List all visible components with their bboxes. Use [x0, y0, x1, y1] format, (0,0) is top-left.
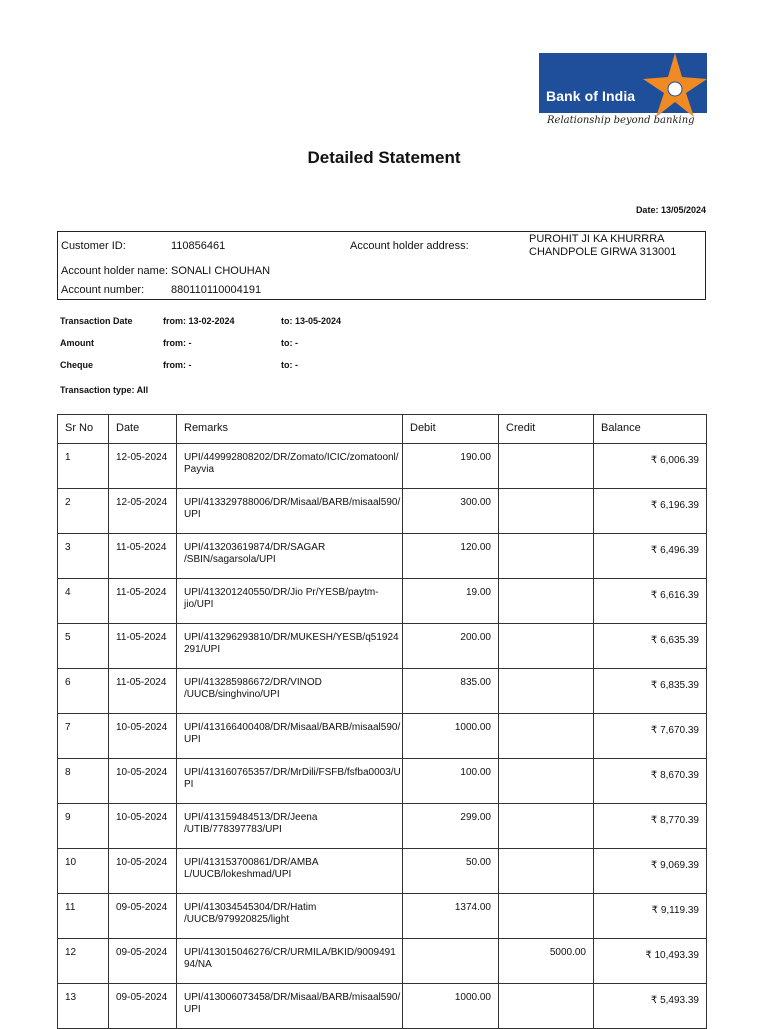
holder-name-value: SONALI CHOUHAN — [171, 265, 271, 277]
cell-sr-no: 7 — [58, 714, 109, 759]
cell-debit: 1000.00 — [403, 714, 499, 759]
cell-balance: ₹ 8,670.39 — [594, 759, 707, 804]
cell-sr-no: 4 — [58, 579, 109, 624]
remarks-line2: jio/UPI — [184, 599, 214, 610]
cell-date: 09-05-2024 — [109, 939, 177, 984]
remarks-line2: UPI — [184, 1004, 201, 1015]
remarks-line1: UPI/413160765357/DR/MrDili/FSFB/fsfba0003/U — [184, 767, 401, 778]
cell-debit: 190.00 — [403, 444, 499, 489]
cell-sr-no: 3 — [58, 534, 109, 579]
cell-date: 11-05-2024 — [109, 624, 177, 669]
remarks-line2: 291/UPI — [184, 644, 221, 655]
remarks-line1: UPI/413203619874/DR/SAGAR — [184, 542, 326, 553]
account-number-label: Account number: — [61, 284, 145, 296]
cell-debit: 100.00 — [403, 759, 499, 804]
cell-balance: ₹ 5,493.39 — [594, 984, 707, 1029]
cell-date: 11-05-2024 — [109, 669, 177, 714]
remarks-line1: UPI/413015046276/CR/URMILA/BKID/9009491 — [184, 947, 396, 958]
cell-date: 12-05-2024 — [109, 489, 177, 534]
remarks-line2: /UUCB/singhvino/UPI — [184, 689, 280, 700]
cell-credit — [499, 669, 594, 714]
cell-debit: 1374.00 — [403, 894, 499, 939]
remarks-line1: UPI/413006073458/DR/Misaal/BARB/misaal590/ — [184, 992, 401, 1003]
cell-date: 09-05-2024 — [109, 984, 177, 1029]
table-header-row — [58, 415, 707, 444]
cell-remarks — [177, 804, 403, 849]
remarks-line1: UPI/413153700861/DR/AMBA — [184, 857, 319, 868]
remarks-line2: /SBIN/sagarsola/UPI — [184, 554, 276, 565]
remarks-line1: UPI/413296293810/DR/MUKESH/YESB/q51924 — [184, 632, 399, 643]
table-row — [58, 624, 707, 669]
transactions-table — [57, 414, 707, 1029]
cell-remarks — [177, 759, 403, 804]
cell-debit: 300.00 — [403, 489, 499, 534]
cell-balance: ₹ 8,770.39 — [594, 804, 707, 849]
cell-sr-no: 11 — [58, 894, 109, 939]
holder-name-label: Account holder name: — [61, 265, 169, 277]
remarks-line1: UPI/413201240550/DR/Jio Pr/YESB/paytm- — [184, 587, 379, 598]
cell-credit — [499, 579, 594, 624]
cell-credit — [499, 804, 594, 849]
table-row — [58, 849, 707, 894]
cell-remarks — [177, 624, 403, 669]
cell-debit: 1000.00 — [403, 984, 499, 1029]
cell-credit — [499, 534, 594, 579]
cell-balance: ₹ 10,493.39 — [594, 939, 707, 984]
table-row — [58, 714, 707, 759]
statement-date: Date: 13/05/2024 — [635, 205, 706, 215]
cell-credit — [499, 444, 594, 489]
cheque-from: from: - — [163, 360, 192, 370]
remarks-line2: L/UUCB/lokeshmad/UPI — [184, 869, 292, 880]
cell-remarks — [177, 534, 403, 579]
table-row — [58, 894, 707, 939]
cell-remarks — [177, 939, 403, 984]
cell-credit — [499, 759, 594, 804]
cell-sr-no: 13 — [58, 984, 109, 1029]
table-row — [58, 534, 707, 579]
cell-credit — [499, 714, 594, 759]
remarks-line1: UPI/413034545304/DR/Hatim — [184, 902, 317, 913]
cell-remarks — [177, 489, 403, 534]
cell-sr-no: 6 — [58, 669, 109, 714]
cell-balance: ₹ 6,835.39 — [594, 669, 707, 714]
remarks-line1: UPI/413285986672/DR/VINOD — [184, 677, 322, 688]
remarks-line2: 94/NA — [184, 959, 212, 970]
cell-sr-no: 8 — [58, 759, 109, 804]
cheque-label: Cheque — [60, 360, 94, 370]
amount-to: to: - — [281, 338, 298, 348]
account-info-box — [57, 231, 706, 300]
bank-tagline: Relationship beyond banking — [547, 115, 695, 126]
cell-remarks — [177, 714, 403, 759]
cell-date: 10-05-2024 — [109, 849, 177, 894]
table-row — [58, 984, 707, 1029]
cell-date: 10-05-2024 — [109, 759, 177, 804]
table-row — [58, 579, 707, 624]
header-debit: Debit — [403, 415, 499, 444]
amount-from: from: - — [163, 338, 192, 348]
cell-sr-no: 1 — [58, 444, 109, 489]
cell-debit: 19.00 — [403, 579, 499, 624]
cell-debit: 200.00 — [403, 624, 499, 669]
cell-sr-no: 5 — [58, 624, 109, 669]
transaction-date-from: from: 13-02-2024 — [163, 316, 235, 326]
bank-logo — [539, 53, 707, 130]
cell-sr-no: 2 — [58, 489, 109, 534]
cheque-to: to: - — [281, 360, 298, 370]
cell-balance: ₹ 7,670.39 — [594, 714, 707, 759]
customer-id-label: Customer ID: — [61, 240, 126, 252]
table-row — [58, 489, 707, 534]
cell-balance: ₹ 6,006.39 — [594, 444, 707, 489]
header-date: Date — [109, 415, 177, 444]
remarks-line2: /UUCB/979920825/light — [184, 914, 290, 925]
cell-remarks — [177, 669, 403, 714]
remarks-line2: /UTIB/778397783/UPI — [184, 824, 282, 835]
transaction-type: Transaction type: All — [60, 385, 149, 395]
cell-credit — [499, 849, 594, 894]
cell-date: 12-05-2024 — [109, 444, 177, 489]
table-row — [58, 939, 707, 984]
cell-sr-no: 10 — [58, 849, 109, 894]
transaction-date-to: to: 13-05-2024 — [281, 316, 342, 326]
cell-date: 09-05-2024 — [109, 894, 177, 939]
cell-balance: ₹ 9,069.39 — [594, 849, 707, 894]
remarks-line1: UPI/449992808202/DR/Zomato/ICIC/zomatoonl/ — [184, 452, 399, 463]
remarks-line2: PI — [184, 779, 194, 790]
cell-debit: 120.00 — [403, 534, 499, 579]
remarks-line2: UPI — [184, 509, 201, 520]
cell-debit: 50.00 — [403, 849, 499, 894]
transaction-date-label: Transaction Date — [60, 316, 133, 326]
cell-date: 11-05-2024 — [109, 534, 177, 579]
cell-balance: ₹ 9,119.39 — [594, 894, 707, 939]
cell-balance: ₹ 6,635.39 — [594, 624, 707, 669]
remarks-line1: UPI/413329788006/DR/Misaal/BARB/misaal590/ — [184, 497, 401, 508]
table-row — [58, 804, 707, 849]
cell-date: 10-05-2024 — [109, 804, 177, 849]
table-row — [58, 444, 707, 489]
address-line2: CHANDPOLE GIRWA 313001 — [529, 246, 677, 258]
cell-debit — [403, 939, 499, 984]
customer-id-value: 110856461 — [171, 240, 226, 252]
cell-date: 10-05-2024 — [109, 714, 177, 759]
cell-debit: 835.00 — [403, 669, 499, 714]
amount-label: Amount — [60, 338, 94, 348]
address-line1: PUROHIT JI KA KHURRRA — [529, 233, 665, 245]
header-remarks: Remarks — [177, 415, 403, 444]
remarks-line1: UPI/413159484513/DR/Jeena — [184, 812, 318, 823]
table-row — [58, 759, 707, 804]
cell-remarks — [177, 849, 403, 894]
cell-balance: ₹ 6,616.39 — [594, 579, 707, 624]
cell-sr-no: 9 — [58, 804, 109, 849]
remarks-line1: UPI/413166400408/DR/Misaal/BARB/misaal590/ — [184, 722, 401, 733]
cell-credit — [499, 489, 594, 534]
header-credit: Credit — [499, 415, 594, 444]
cell-remarks — [177, 444, 403, 489]
remarks-line2: UPI — [184, 734, 201, 745]
header-sr-no: Sr No — [58, 415, 109, 444]
cell-credit — [499, 894, 594, 939]
cell-date: 11-05-2024 — [109, 579, 177, 624]
cell-debit: 299.00 — [403, 804, 499, 849]
cell-remarks — [177, 984, 403, 1029]
header-balance: Balance — [594, 415, 707, 444]
cell-credit — [499, 984, 594, 1029]
cell-sr-no: 12 — [58, 939, 109, 984]
page-title: Detailed Statement — [307, 148, 461, 167]
cell-balance: ₹ 6,196.39 — [594, 489, 707, 534]
cell-credit — [499, 624, 594, 669]
cell-credit: 5000.00 — [499, 939, 594, 984]
star-icon — [639, 53, 707, 117]
bank-name: Bank of India — [546, 88, 636, 104]
cell-remarks — [177, 579, 403, 624]
cell-balance: ₹ 6,496.39 — [594, 534, 707, 579]
cell-remarks — [177, 894, 403, 939]
remarks-line2: Payvia — [184, 464, 215, 475]
table-row — [58, 669, 707, 714]
account-number-value: 880110110004191 — [171, 284, 262, 296]
address-label: Account holder address: — [350, 240, 469, 252]
